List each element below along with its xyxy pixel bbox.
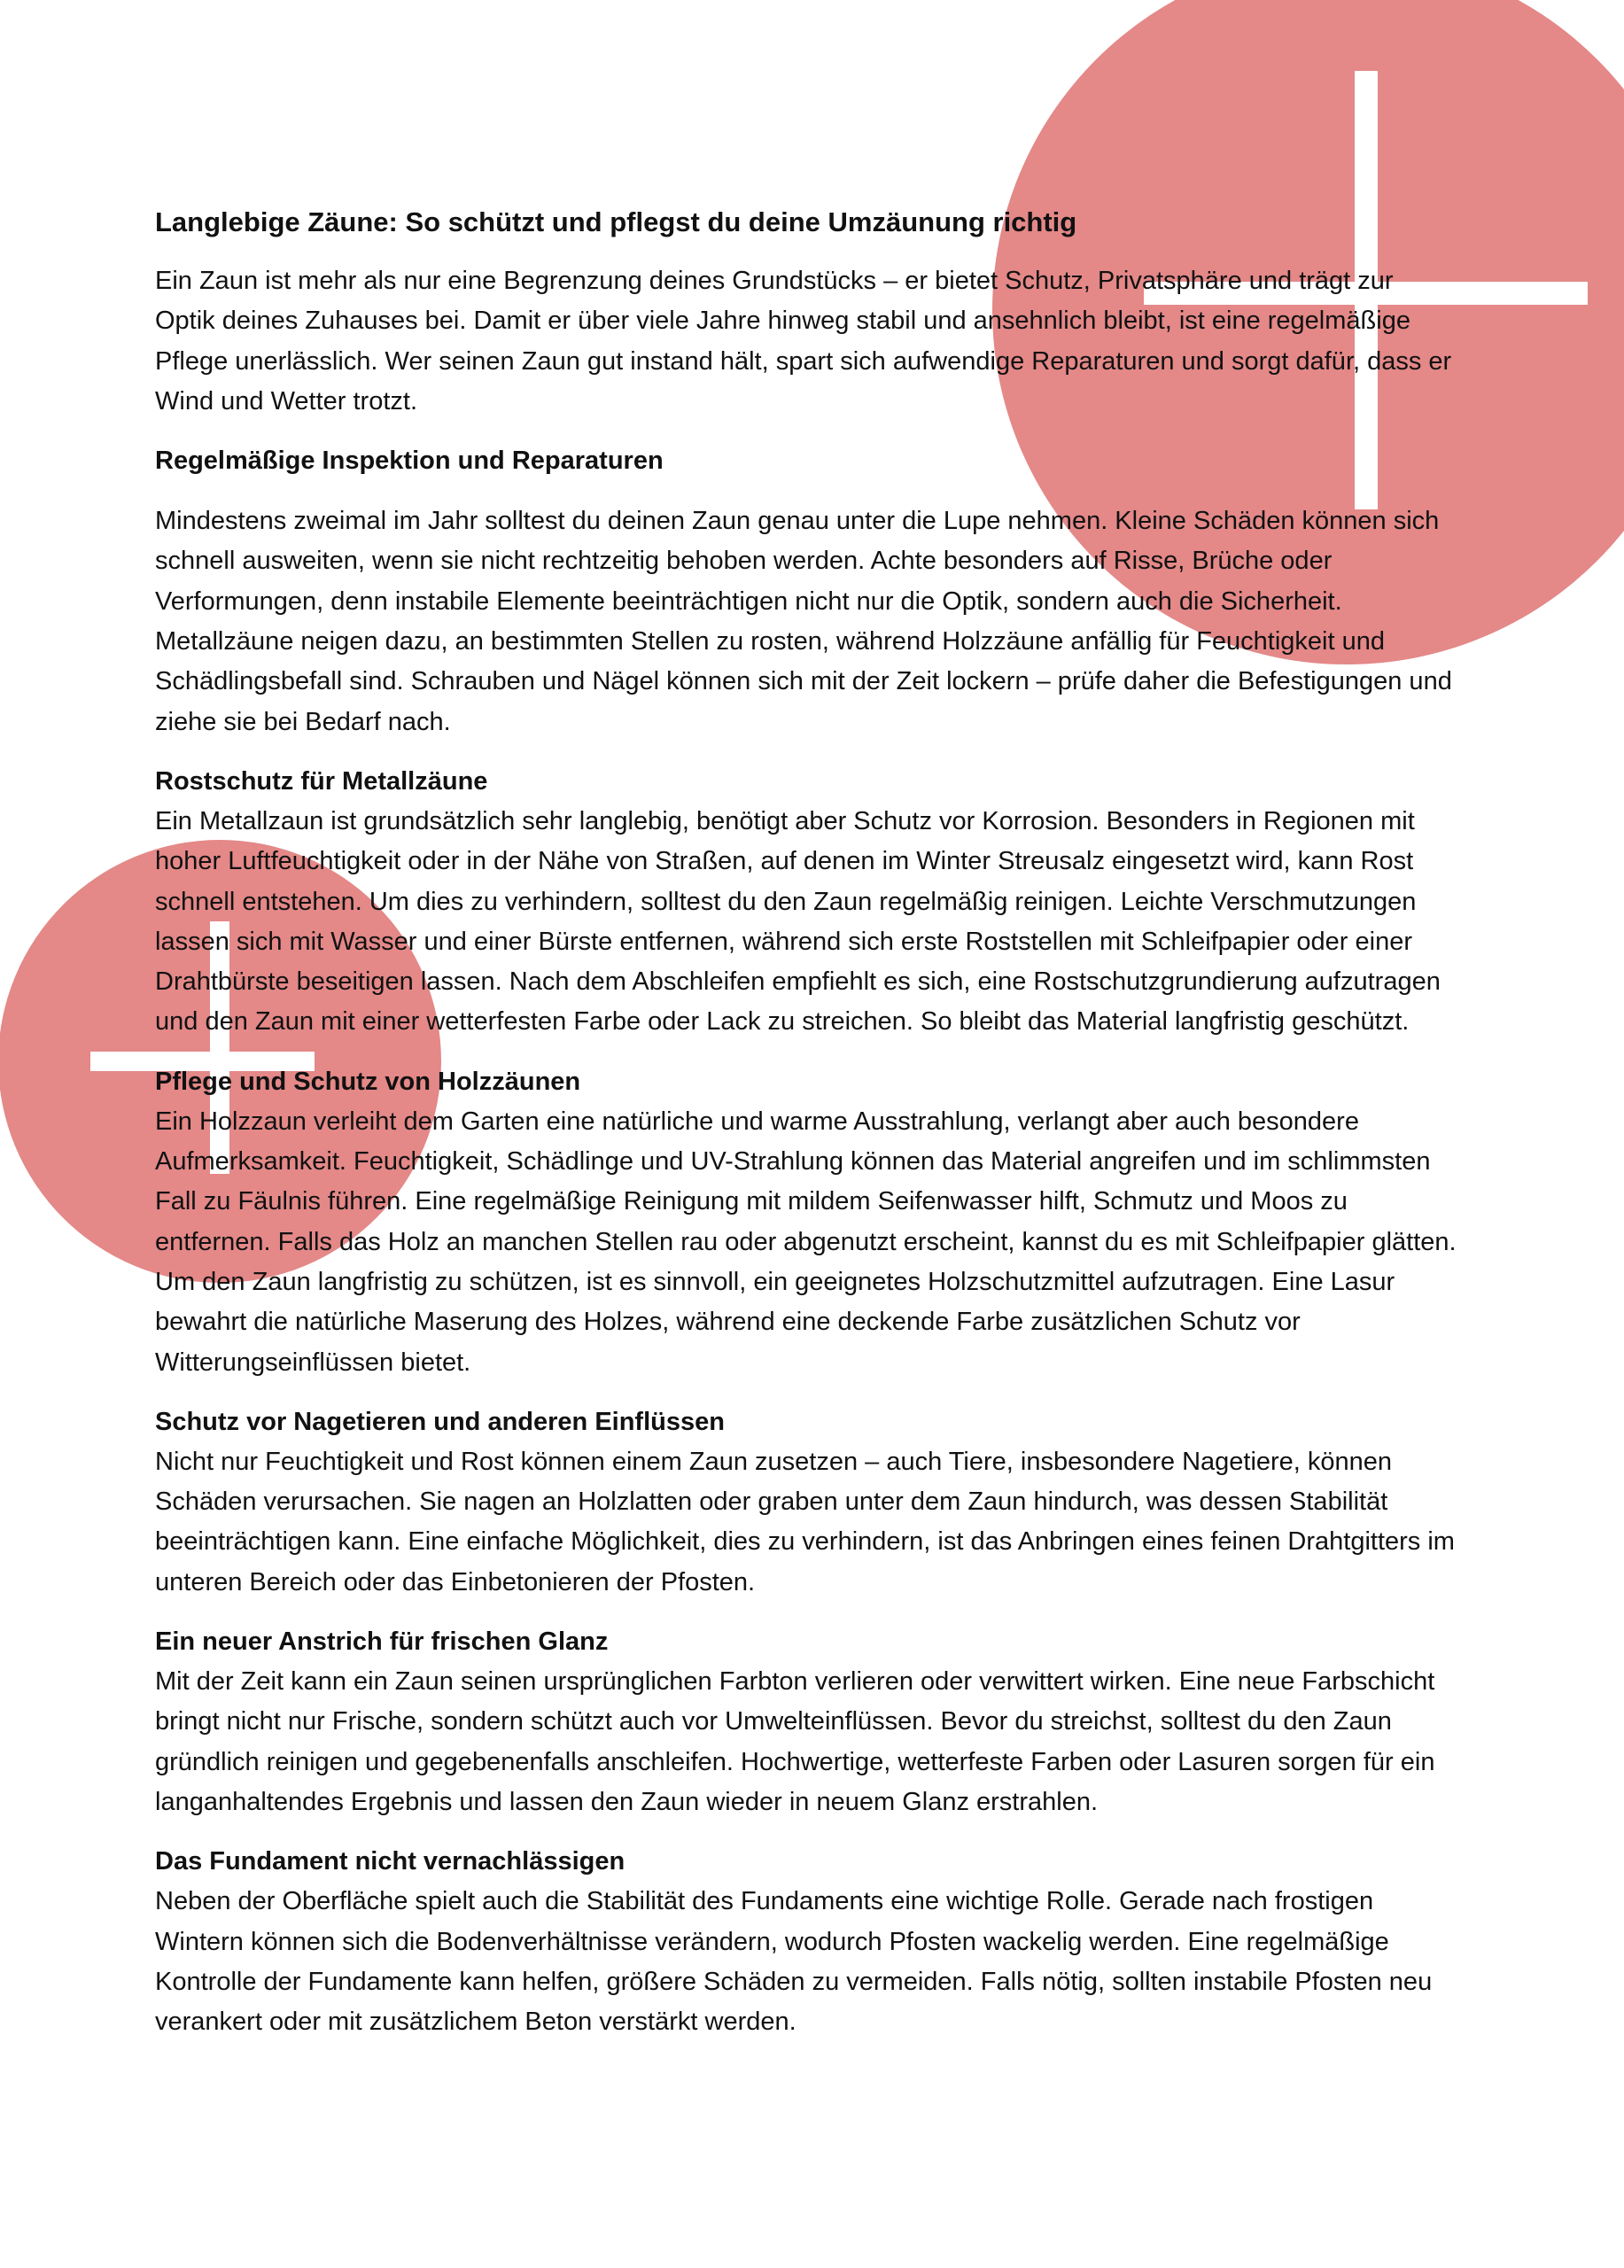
section-rodent-protection [155,1402,1457,1603]
document-body [155,202,1457,2042]
section-paragraph: Mit der Zeit kann ein Zaun seinen ursprünglichen Farbton verlieren oder verwittert wirken. Eine neue Farbschicht bringt nicht nur Frische, sondern schützt auch vor Umwelteinflüssen. Bevor du streichst, solltest du den Zaun gründlich reinigen und gegebenenfalls anschleifen. Hochwertige, wetterfeste Farben oder Lasuren sorgen für ein langanhaltendes Ergebnis und lassen den Zaun wieder in neuem Glanz erstrahlen. [155,1667,1435,1816]
section-foundation [155,1842,1457,2042]
section-heading: Pflege und Schutz von Holzzäunen [155,1067,581,1096]
section-heading: Rostschutz für Metallzäune [155,766,488,796]
section-heading: Ein neuer Anstrich für frischen Glanz [155,1627,609,1657]
intro-paragraph: Ein Zaun ist mehr als nur eine Begrenzung deines Grundstücks – er bietet Schutz, Privatsphäre und trägt zur Optik deines Zuhauses bei. Damit er über viele Jahre hinweg stabil und ansehnlich bleibt, ist eine regelmäßige Pflege unerlässlich. Wer seinen Zaun gut instand hält, spart sich aufwendige Reparaturen und sorgt dafür, dass er Wind und Wetter trotzt. [155,267,1452,416]
section-paragraph: Mindestens zweimal im Jahr solltest du deinen Zaun genau unter die Lupe nehmen. Kleine Schäden können sich schnell ausweiten, wenn sie nicht rechtzeitig behoben werden. Achte besonders auf Risse, Brüche oder Verformungen, denn instabile Elemente beeinträchtigen nicht nur die Optik, sondern auch die Sicherheit. Metallzäune neigen dazu, an bestimmten Stellen zu rosten, während Holzzäune anfällig für Feuchtigkeit und Schädlingsbefall sind. Schrauben und Nägel können sich mit der Zeit lockern – prüfe daher die Befestigungen und ziehe sie bei Bedarf nach. [155,507,1452,736]
section-rust-protection [155,762,1457,1043]
section-wood-care [155,1062,1457,1383]
section-heading: Das Fundament nicht vernachlässigen [155,1847,626,1876]
section-new-paint [155,1622,1457,1822]
section-heading: Schutz vor Nagetieren und anderen Einflüssen [155,1407,725,1436]
section-heading: Regelmäßige Inspektion und Reparaturen [155,447,664,476]
document-title: Langlebige Zäune: So schützt und pflegst du deine Umzäunung richtig [155,206,1077,237]
section-paragraph: Neben der Oberfläche spielt auch die Stabilität des Fundaments eine wichtige Rolle. Gerade nach frostigen Wintern können sich die Bodenverhältnisse verändern, wodurch Pfosten wackelig werden. Eine regelmäßige Kontrolle der Fundamente kann helfen, größere Schäden zu vermeiden. Falls nötig, sollten instabile Pfosten neu verankert oder mit zusätzlichem Beton verstärkt werden. [155,1887,1433,2037]
section-inspection [155,441,1457,742]
section-paragraph: Ein Metallzaun ist grundsätzlich sehr langlebig, benötigt aber Schutz vor Korrosion. Besonders in Regionen mit hoher Luftfeuchtigkeit oder in der Nähe von Straßen, auf denen im Winter Streusalz eingesetzt wird, kann Rost schnell entstehen. Um dies zu verhindern, solltest du den Zaun regelmäßig reinigen. Leichte Verschmutzungen lassen sich mit Wasser und einer Bürste entfernen, während sich erste Roststellen mit Schleifpapier oder einer Drahtbürste beseitigen lassen. Nach dem Abschleifen empfiehlt es sich, eine Rostschutzgrundierung aufzutragen und den Zaun mit einer wetterfesten Farbe oder Lack zu streichen. So bleibt das Material langfristig geschützt. [155,806,1441,1037]
section-paragraph: Nicht nur Feuchtigkeit und Rost können einem Zaun zusetzen – auch Tiere, insbesondere Nagetiere, können Schäden verursachen. Sie nagen an Holzlatten oder graben unter dem Zaun hindurch, was dessen Stabilität beeinträchtigen kann. Eine einfache Möglichkeit, dies zu verhindern, ist das Anbringen eines feinen Drahtgitters im unteren Bereich oder das Einbetonieren der Pfosten. [155,1447,1455,1596]
section-paragraph: Ein Holzzaun verleiht dem Garten eine natürliche und warme Ausstrahlung, verlangt aber auch besondere Aufmerksamkeit. Feuchtigkeit, Schädlinge und UV-Strahlung können das Material angreifen und im schlimmsten Fall zu Fäulnis führen. Eine regelmäßige Reinigung mit mildem Seifenwasser hilft, Schmutz und Moos zu entfernen. Falls das Holz an manchen Stellen rau oder abgenutzt erscheint, kannst du es mit Schleifpapier glätten. Um den Zaun langfristig zu schützen, ist es sinnvoll, ein geeignetes Holzschutzmittel aufzutragen. Eine Lasur bewahrt die natürliche Maserung des Holzes, während eine deckende Farbe zusätzlichen Schutz vor Witterungseinflüssen bietet. [155,1107,1457,1377]
